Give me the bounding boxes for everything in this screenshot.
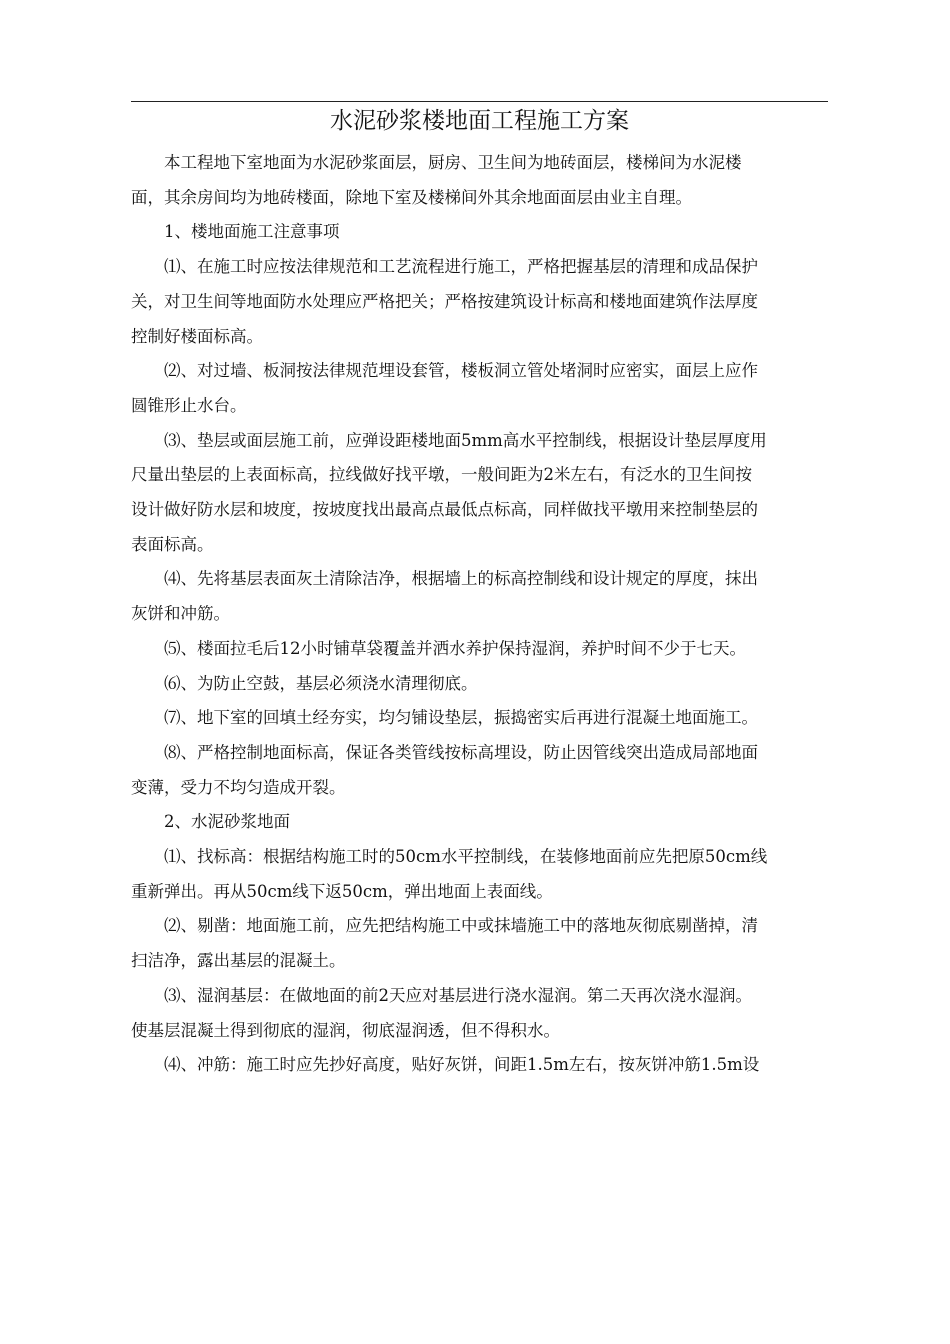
text-line: ⑴、在施工时应按法律规范和工艺流程进行施工，严格把握基层的清理和成品保护 bbox=[164, 257, 758, 277]
text-line: 变薄，受力不均匀造成开裂。 bbox=[131, 777, 346, 797]
section-heading-2: 2、水泥砂浆地面 bbox=[164, 812, 290, 832]
text-line: 本工程地下室地面为水泥砂浆面层，厨房、卫生间为地砖面层，楼梯间为水泥楼 bbox=[164, 153, 742, 172]
text-line: 关，对卫生间等地面防水处理应严格把关；严格按建筑设计标高和楼地面建筑作法厚度 bbox=[131, 291, 758, 311]
text-line: ⑸、楼面拉毛后12小时铺草袋覆盖并洒水养护保持湿润，养护时间不少于七天。 bbox=[164, 638, 746, 658]
document-body bbox=[131, 146, 828, 1083]
list-item bbox=[131, 909, 828, 978]
text-line: 设计做好防水层和坡度，按坡度找出最高点最低点标高，同样做找平墩用来控制垫层的 bbox=[131, 500, 758, 520]
text-line: 表面标高。 bbox=[131, 534, 214, 554]
list-item bbox=[131, 667, 828, 702]
header-rule bbox=[131, 101, 828, 102]
list-item bbox=[131, 701, 828, 736]
text-line: 灰饼和冲筋。 bbox=[131, 604, 230, 624]
text-line: ⑷、冲筋：施工时应先抄好高度，贴好灰饼，间距1.5m左右，按灰饼冲筋1.5m设 bbox=[164, 1055, 760, 1075]
document-title: 水泥砂浆楼地面工程施工方案 bbox=[330, 108, 629, 134]
list-item bbox=[131, 736, 828, 805]
list-item bbox=[131, 562, 828, 631]
text-line: 扫洁净，露出基层的混凝土。 bbox=[131, 951, 346, 971]
text-line: ⑴、找标高：根据结构施工时的50cm水平控制线，在装修地面前应先把原50cm线 bbox=[164, 847, 768, 867]
list-item bbox=[131, 354, 828, 423]
text-line: ⑹、为防止空鼓，基层必须浇水清理彻底。 bbox=[164, 673, 478, 693]
list-item bbox=[131, 632, 828, 667]
list-item bbox=[131, 250, 828, 354]
text-line: 圆锥形止水台。 bbox=[131, 395, 247, 415]
text-line: ⑶、湿润基层：在做地面的前2天应对基层进行浇水湿润。第二天再次浇水湿润。 bbox=[164, 985, 752, 1005]
text-line: ⑷、先将基层表面灰土清除洁净，根据墙上的标高控制线和设计规定的厚度，抹出 bbox=[164, 569, 758, 589]
text-line: 控制好楼面标高。 bbox=[131, 326, 263, 346]
text-line: ⑻、严格控制地面标高，保证各类管线按标高埋设，防止因管线突出造成局部地面 bbox=[164, 742, 758, 762]
list-item bbox=[131, 1048, 828, 1083]
text-line: 使基层混凝土得到彻底的湿润，彻底湿润透，但不得积水。 bbox=[131, 1020, 560, 1040]
list-item bbox=[131, 840, 828, 909]
text-line: 尺量出垫层的上表面标高，拉线做好找平墩，一般间距为2米左右，有泛水的卫生间按 bbox=[131, 465, 752, 485]
list-item bbox=[131, 424, 828, 563]
list-item bbox=[131, 979, 828, 1048]
text-line: ⑵、剔凿：地面施工前，应先把结构施工中或抹墙施工中的落地灰彻底剔凿掉，清 bbox=[164, 916, 758, 936]
section-heading-1: 1、楼地面施工注意事项 bbox=[164, 222, 340, 242]
text-line: ⑵、对过墙、板洞按法律规范埋设套管，楼板洞立管处堵洞时应密实，面层上应作 bbox=[164, 361, 758, 381]
text-line: 面，其余房间均为地砖楼面，除地下室及楼梯间外其余地面面层由业主自理。 bbox=[131, 187, 692, 207]
text-line: ⑺、地下室的回填土经夯实，均匀铺设垫层，振捣密实后再进行混凝土地面施工。 bbox=[164, 708, 758, 728]
text-line: ⑶、垫层或面层施工前，应弹设距楼地面5mm高水平控制线，根据设计垫层厚度用 bbox=[164, 430, 767, 450]
intro-paragraph bbox=[131, 146, 828, 215]
text-line: 重新弹出。再从50cm线下返50cm，弹出地面上表面线。 bbox=[131, 881, 553, 901]
